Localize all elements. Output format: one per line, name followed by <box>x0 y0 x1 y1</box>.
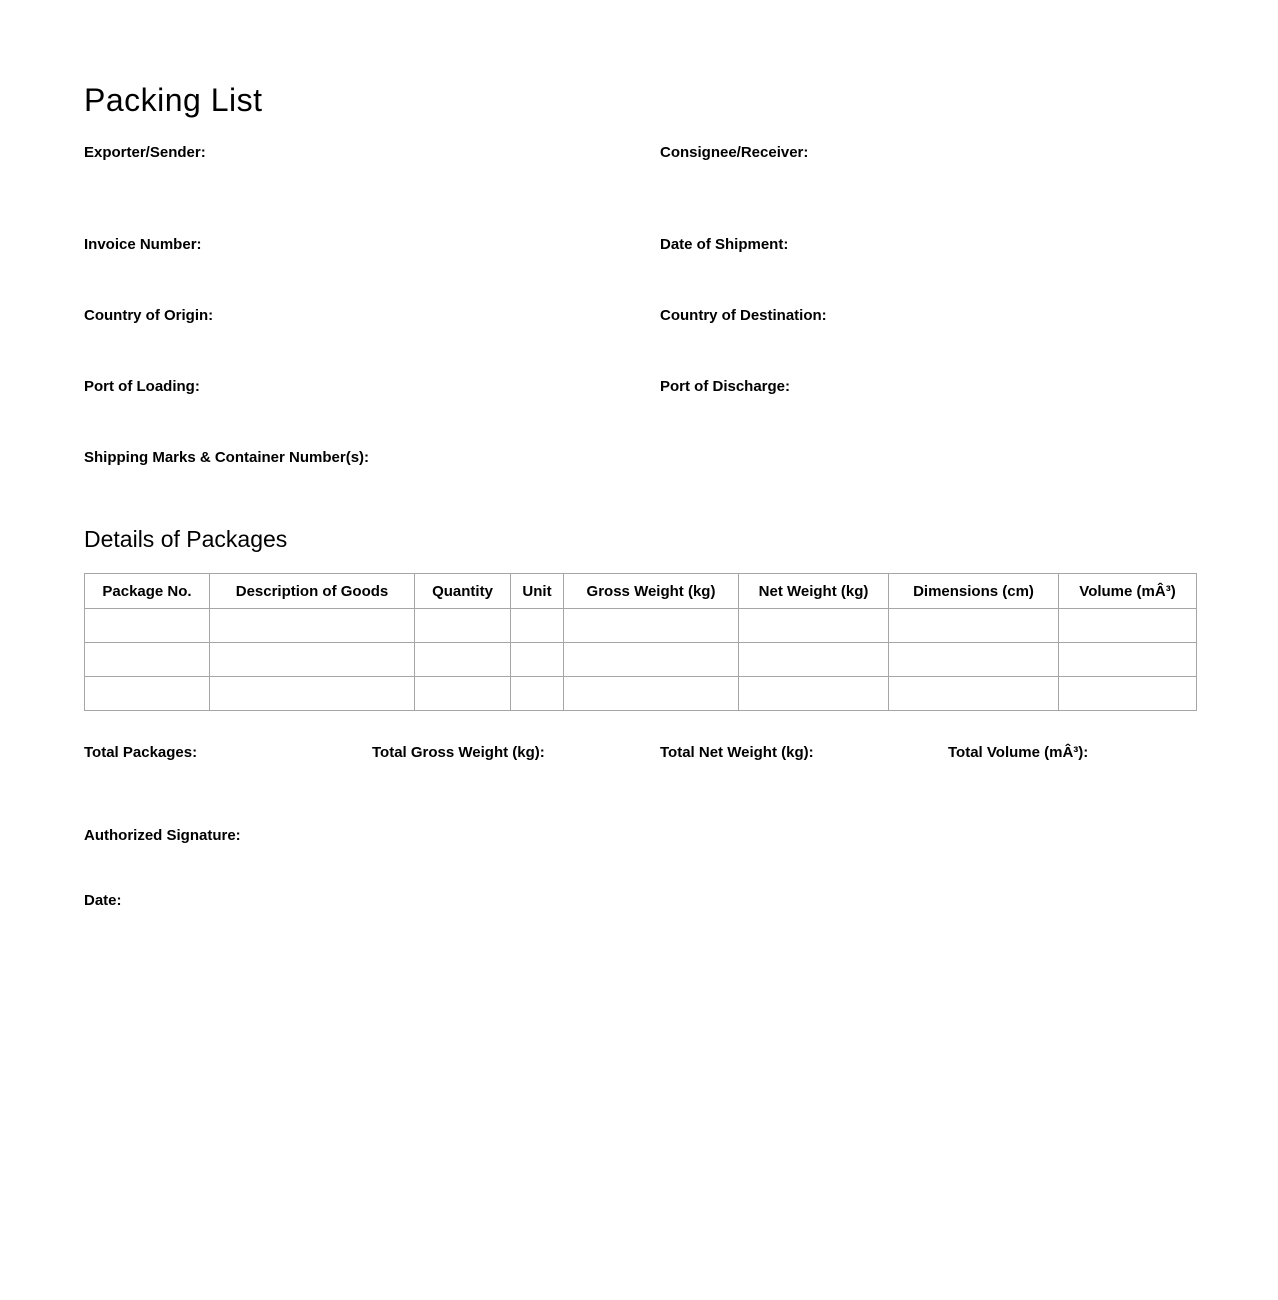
invoice-number-label: Invoice Number: <box>84 236 202 253</box>
invoice-shipment-row <box>84 236 1278 254</box>
field-exporter <box>84 144 660 162</box>
col-header-package-no: Package No. <box>85 574 210 609</box>
total-net-weight-label: Total Net Weight (kg): <box>660 744 814 761</box>
table-cell <box>889 677 1059 711</box>
total-volume-label: Total Volume (mÂ³): <box>948 744 1089 761</box>
packages-table-header-row <box>85 574 1197 609</box>
table-cell <box>85 609 210 643</box>
table-cell <box>210 609 415 643</box>
table-cell <box>511 609 564 643</box>
table-row <box>85 609 1197 643</box>
table-cell <box>564 609 739 643</box>
port-loading-label: Port of Loading: <box>84 378 200 395</box>
col-header-net-weight: Net Weight (kg) <box>739 574 889 609</box>
shipping-marks-label: Shipping Marks & Container Number(s): <box>84 449 370 466</box>
field-shipment-date <box>660 236 1236 254</box>
total-packages-label: Total Packages: <box>84 744 198 761</box>
col-header-volume: Volume (mÂ³) <box>1059 574 1197 609</box>
table-row <box>85 643 1197 677</box>
details-section-heading: Details of Packages <box>84 526 288 552</box>
total-gross-weight-field <box>372 744 660 762</box>
table-cell <box>511 643 564 677</box>
col-header-gross-weight: Gross Weight (kg) <box>564 574 739 609</box>
totals-row <box>84 744 1278 762</box>
total-packages-field <box>84 744 372 762</box>
table-cell <box>889 609 1059 643</box>
field-port-loading <box>84 378 660 396</box>
consignee-label: Consignee/Receiver: <box>660 144 809 161</box>
table-cell <box>1059 609 1197 643</box>
date-label: Date: <box>84 892 122 909</box>
table-cell <box>739 609 889 643</box>
field-country-origin <box>84 307 660 325</box>
table-cell <box>1059 677 1197 711</box>
table-cell <box>564 643 739 677</box>
col-header-unit: Unit <box>511 574 564 609</box>
col-header-description: Description of Goods <box>210 574 415 609</box>
table-cell <box>210 643 415 677</box>
countries-row <box>84 307 1278 325</box>
exporter-label: Exporter/Sender: <box>84 144 206 161</box>
ports-row <box>84 378 1278 396</box>
country-origin-label: Country of Origin: <box>84 307 214 324</box>
packages-table <box>84 573 1197 711</box>
table-cell <box>415 677 511 711</box>
table-cell <box>210 677 415 711</box>
table-cell <box>889 643 1059 677</box>
total-volume-field <box>948 744 1236 762</box>
page-title: Packing List <box>84 82 263 118</box>
table-cell <box>564 677 739 711</box>
table-row <box>85 677 1197 711</box>
total-net-weight-field <box>660 744 948 762</box>
table-cell <box>415 643 511 677</box>
authorized-signature-row <box>84 827 1278 845</box>
field-port-discharge <box>660 378 1236 396</box>
parties-row <box>84 144 1278 162</box>
table-cell <box>511 677 564 711</box>
date-row <box>84 892 1278 910</box>
table-cell <box>85 677 210 711</box>
shipment-date-label: Date of Shipment: <box>660 236 789 253</box>
field-invoice-number <box>84 236 660 254</box>
table-cell <box>1059 643 1197 677</box>
country-destination-label: Country of Destination: <box>660 307 827 324</box>
authorized-signature-label: Authorized Signature: <box>84 827 241 844</box>
port-discharge-label: Port of Discharge: <box>660 378 791 395</box>
col-header-quantity: Quantity <box>415 574 511 609</box>
shipping-marks-row <box>84 449 1278 467</box>
col-header-dimensions: Dimensions (cm) <box>889 574 1059 609</box>
table-cell <box>739 677 889 711</box>
table-cell <box>415 609 511 643</box>
table-cell <box>85 643 210 677</box>
total-gross-weight-label: Total Gross Weight (kg): <box>372 744 545 761</box>
table-cell <box>739 643 889 677</box>
field-consignee <box>660 144 1236 162</box>
field-country-destination <box>660 307 1236 325</box>
